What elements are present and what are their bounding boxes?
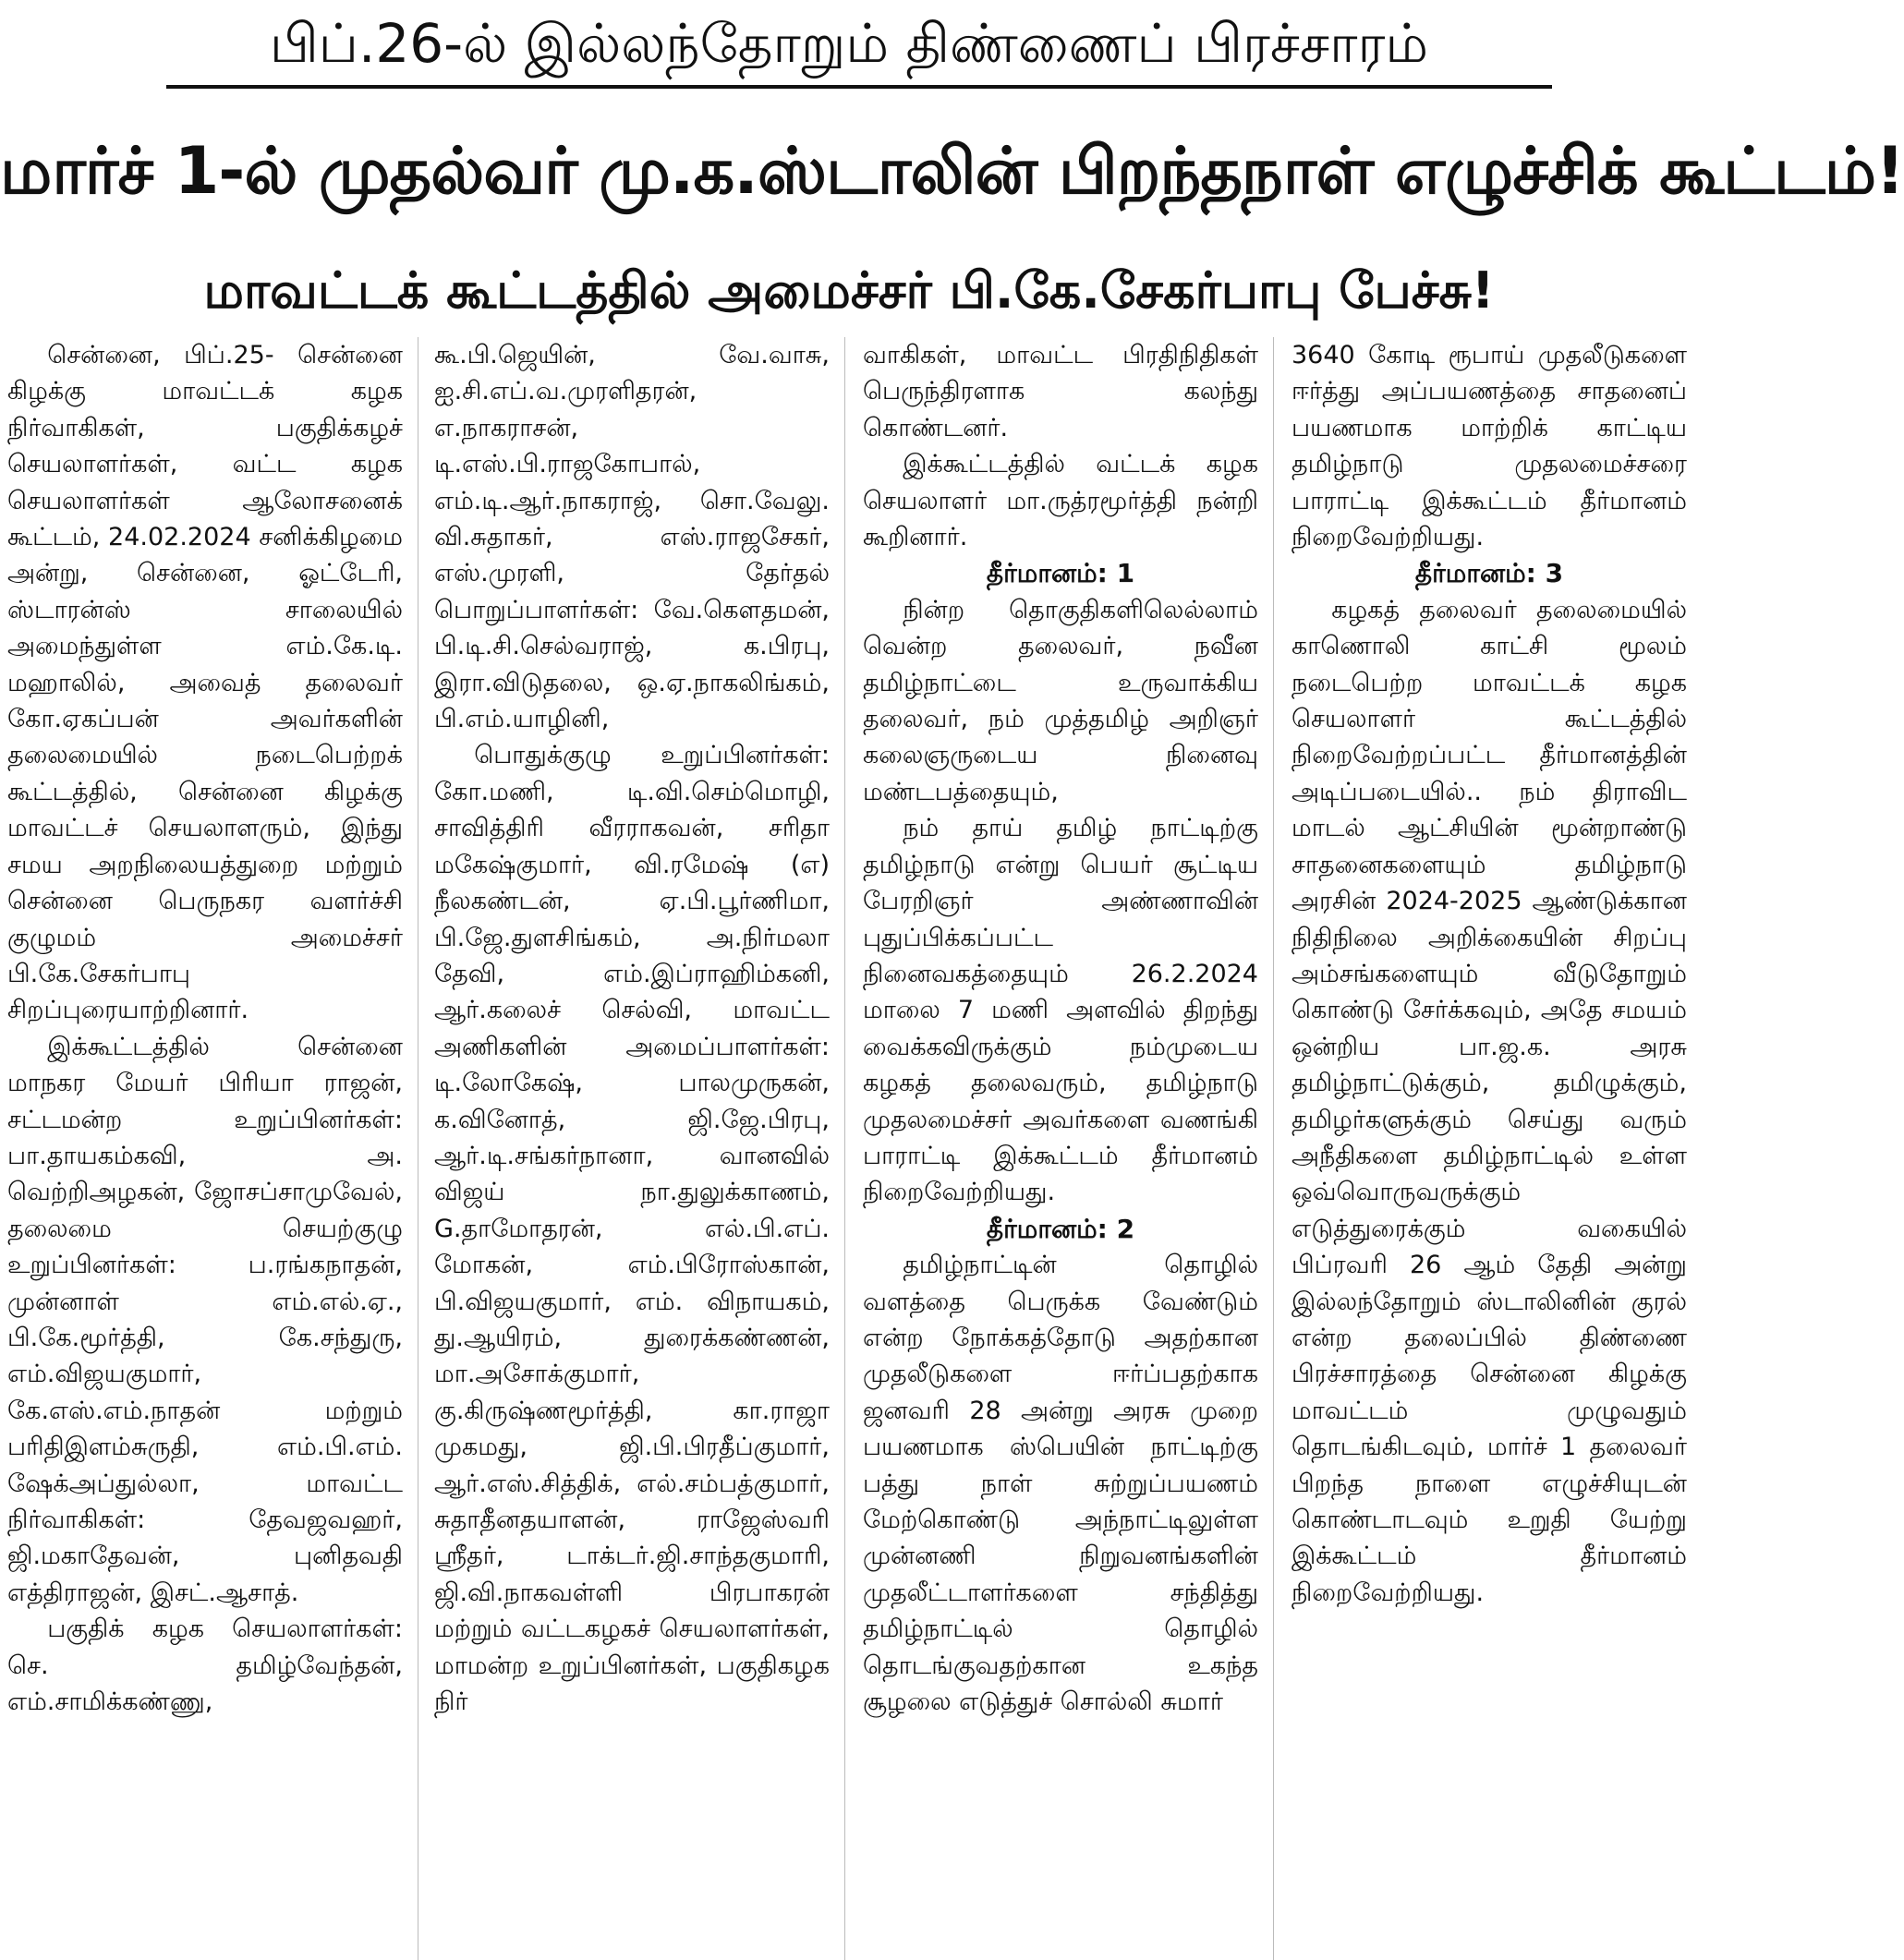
resolution-2-text: தமிழ்நாட்டின் தொழில் வளத்தை பெருக்க வேண்டும் என்ற நோக்கத்தோடு அதற்கான முதலீடுகளை ஈர்ப்பதற்காக ஜனவரி 28 அன்று அரசு முறை பயணமாக ஸ்பெயின் நாட்டிற்கு பத்து நாள் சுற்றுப்பயணம் மேற்கொண்டு அந்நாட்டிலுள்ள முன்னணி நிறுவனங்களின் முதலீட்டாளர்களை சந்தித்து தமிழ்நாட்டில் தொழில் தொடங்குவதற்கான உகந்த சூழலை எடுத்துச் சொல்லி சுமார் [863,1251,1258,1717]
resolution-3-text: கழகத் தலைவர் தலைமையில் காணொலி காட்சி மூலம் நடைபெற்ற மாவட்டக் கழக செயலாளர் கூட்டத்தில் நிறைவேற்றப்பட்ட தீர்மானத்தின் அடிப்படையில்.. நம் திராவிட மாடல் ஆட்சியின் மூன்றாண்டு சாதனைகளையும் தமிழ்நாடு அரசின் 2024-2025 ஆண்டுக்கான நிதிநிலை அறிக்கையின் சிறப்பு அம்சங்களையும் வீடுதோறும் கொண்டு சேர்க்கவும், அதே சமயம் ஒன்றிய பா.ஜ.க. அரசு தமிழ்நாட்டுக்கும், தமிழுக்கும், தமிழர்களுக்கும் செய்து வரும் அநீதிகளை தமிழ்நாட்டில் உள்ள ஒவ்வொருவருக்கும் எடுத்துரைக்கும் வகையில் பிப்ரவரி 26 ஆம் தேதி அன்று இல்லந்தோறும் ஸ்டாலினின் குரல் என்ற தலைப்பில் திண்ணை பிரச்சாரத்தை சென்னை கிழக்கு மாவட்டம் முழுவதும் தொடங்கிடவும், மார்ச் 1 தலைவர் பிறந்த நாளை எழுச்சியுடன் கொண்டாடவும் உறுதி யேற்று இக்கூட்டம் தீர்மானம் நிறைவேற்றியது. [1292,595,1687,1607]
article-body [0,337,1698,1960]
headline-rule [166,85,1552,89]
column-divider [1273,337,1274,1960]
resolution-1-text-continued: நம் தாய் தமிழ் நாட்டிற்கு தமிழ்நாடு என்று பெயர் சூட்டிய பேரறிஞர் அண்ணாவின் புதுப்பிக்கப்பட்ட நினைவகத்தையும் 26.2.2024 மாலை 7 மணி அளவில் திறந்து வைக்கவிருக்கும் நம்முடைய கழகத் தலைவரும், தமிழ்நாடு முதலமைச்சர் அவர்களை வணங்கி பாராட்டி இக்கூட்டம் தீர்மானம் நிறைவேற்றியது. [863,814,1258,1207]
resolution-3-title: தீர்மானம்: 3 [1414,558,1564,589]
resolution-2-title: தீர்மானம்: 2 [986,1213,1135,1244]
article-paragraph: இக்கூட்டத்தில் சென்னை மாநகர மேயர் பிரியா ராஜன், சட்டமன்ற உறுப்பினர்கள்: பா.தாயகம்கவி, அ. வெற்றிஅழகன், ஜோசப்சாமுவேல், தலைமை செயற்குழு உறுப்பினர்கள்: ப.ரங்கநாதன், முன்னாள் எம்.எல்.ஏ., பி.கே.மூர்த்தி, கே.சந்துரு, எம்.விஜயகுமார், கே.எஸ்.எம்.நாதன் மற்றும் பரிதிஇளம்சுருதி, எம்.பி.எம். ஷேக்அப்துல்லா, மாவட்ட நிர்வாகிகள்: தேவஜவஹர், ஜி.மகாதேவன், புனிதவதி எத்திராஜன், இசட்.ஆசாத். [7,1032,403,1607]
resolution-1-title: தீர்மானம்: 1 [986,558,1135,589]
article-paragraph: 3640 கோடி ரூபாய் முதலீடுகளை ஈர்த்து அப்பயணத்தை சாதனைப் பயணமாக மாற்றிக் காட்டிய தமிழ்நாடு முதலமைச்சரை பாராட்டி இக்கூட்டம் தீர்மானம் நிறைவேற்றியது. [1292,341,1687,552]
article-column-3 [863,337,1258,1960]
headline-kicker: பிப்.26-ல் இல்லந்தோறும் திண்ணைப் பிரச்சாரம் [269,12,1429,75]
article-paragraph: பொதுக்குழு உறுப்பினர்கள்: கோ.மணி, டி.வி.செம்மொழி, சாவித்திரி வீரராகவன், சரிதா மகேஷ்குமார், வி.ரமேஷ் (எ) நீலகண்டன், ஏ.பி.பூர்ணிமா, பி.ஜே.துளசிங்கம், அ.நிர்மலா தேவி, எம்.இப்ராஹிம்கனி, ஆர்.கலைச் செல்வி, மாவட்ட அணிகளின் அமைப்பாளர்கள்: டி.லோகேஷ், பாலமுருகன், க.வினோத், ஜி.ஜே.பிரபு, ஆர்.டி.சங்கர்நானா, வானவில் விஜய் நா.துலுக்காணம், G.தாமோதரன், எல்.பி.எப். மோகன், எம்.பிரோஸ்கான், பி.விஜயகுமார், எம். விநாயகம், து.ஆயிரம், துரைக்கண்ணன், மா.அசோக்குமார், கு.கிருஷ்ணமூர்த்தி, கா.ராஜா முகமது, ஜி.பி.பிரதீப்குமார், ஆர்.எஸ்.சித்திக், எல்.சம்பத்குமார், சுதாதீனதயாளன், ராஜேஸ்வரி ஸ்ரீதர், டாக்டர்.ஜி.சாந்தகுமாரி, ஜி.வி.நாகவள்ளி பிரபாகரன் மற்றும் வட்டகழகச் செயலாளர்கள், மாமன்ற உறுப்பினர்கள், பகுதிகழக நிர் [434,741,830,1717]
article-paragraph: சென்னை, பிப்.25- சென்னை கிழக்கு மாவட்டக் கழக நிர்வாகிகள், பகுதிக்கழச் செயலாளர்கள், வட்ட கழக செயலாளர்கள் ஆலோசனைக் கூட்டம், 24.02.2024 சனிக்கிழமை அன்று, சென்னை, ஓட்டேரி, ஸ்டாரன்ஸ் சாலையில் அமைந்துள்ள எம்.கே.டி. மஹாலில், அவைத் தலைவர் கோ.ஏகப்பன் அவர்களின் தலைமையில் நடைபெற்றக் கூட்டத்தில், சென்னை கிழக்கு மாவட்டச் செயலாளரும், இந்து சமய அறநிலையத்துறை மற்றும் சென்னை பெருநகர வளர்ச்சி குழுமம் அமைச்சர் பி.கே.சேகர்பாபு சிறப்புரையாற்றினார். [7,341,403,1025]
article-paragraph: கூ.பி.ஜெயின், வே.வாசு, ஐ.சி.எப்.வ.முரளிதரன், எ.நாகராசன், டி.எஸ்.பி.ராஜகோபால், எம்.டி.ஆர்.நாகராஜ், சொ.வேலு. வி.சுதாகர், எஸ்.ராஜசேகர், எஸ்.முரளி, தேர்தல் பொறுப்பாளர்கள்: வே.கௌதமன், பி.டி.சி.செல்வராஜ், க.பிரபு, இரா.விடுதலை, ஒ.ஏ.நாகலிங்கம், பி.எம்.யாழினி, [434,341,830,734]
article-paragraph: பகுதிக் கழக செயலாளர்கள்: செ. தமிழ்வேந்தன், எம்.சாமிக்கண்ணு, [7,1615,403,1717]
headline-deck: மாவட்டக் கூட்டத்தில் அமைச்சர் பி.கே.சேகர்பாபு பேச்சு! [203,261,1495,320]
article-column-4 [1292,337,1687,1960]
article-paragraph: இக்கூட்டத்தில் வட்டக் கழக செயலாளர் மா.ருத்ரமூர்த்தி நன்றி கூறினார். [863,450,1258,552]
headline-main: மார்ச் 1-ல் முதல்வர் மு.க.ஸ்டாலின் பிறந்தநாள் எழுச்சிக் கூட்டம்! [0,133,1904,209]
article-column-2 [434,337,830,1960]
article-paragraph: வாகிகள், மாவட்ட பிரதிநிதிகள் பெருந்திரளாக கலந்து கொண்டனர். [863,341,1258,442]
resolution-1-text: நின்ற தொகுதிகளிலெல்லாம் வென்ற தலைவர், நவீன தமிழ்நாட்டை உருவாக்கிய தலைவர், நம் முத்தமிழ் அறிஞர் கலைஞருடைய நினைவு மண்டபத்தையும், [863,595,1258,806]
column-divider [844,337,845,1960]
article-column-1 [7,337,403,1960]
